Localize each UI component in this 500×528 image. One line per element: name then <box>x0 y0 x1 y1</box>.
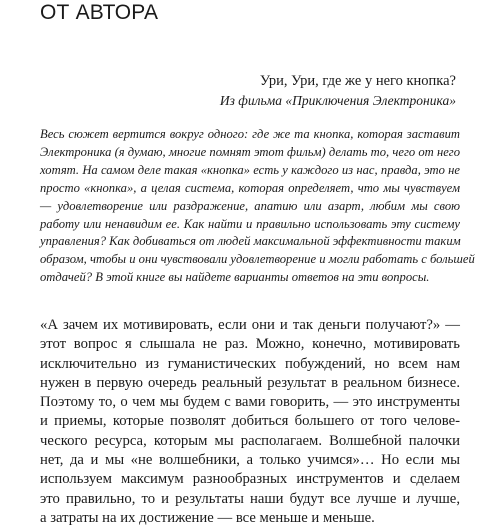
body-line: исключительно из гуманистических побуждений, но всем нам <box>40 355 460 372</box>
body-line: используем максимум разнообразных инструментов и сделаем <box>40 471 460 488</box>
epigraph-source: Из фильма «Приключения Электроника» <box>219 93 456 108</box>
body-paragraph <box>40 316 460 528</box>
body-line: «А зачем их мотивировать, если они и так деньги получают?» — <box>40 317 460 333</box>
body-line: это правильно, то и результаты наши будут все лучше и лучше, <box>40 490 460 507</box>
epigraph-quote: Ури, Ури, где же у него кнопка? <box>259 73 456 89</box>
intro-line: Весь сюжет вертится вокруг одного: где же та кнопка, которая заставит <box>40 127 460 141</box>
body-line: нет, да и мы «не волшебники, а только учимся»… Но если мы <box>40 452 460 469</box>
intro-line: управления? Как добиваться от людей максимальной эффективности таким <box>40 234 461 249</box>
body-line: ческого ресурса, которым мы располагаем. Волшебной палочки <box>40 432 460 449</box>
body-line: этот вопрос я слышала не раз. Можно, конечно, мотивировать <box>40 336 460 353</box>
intro-line: работу или ненавидим ее. Как найти и правильно использовать эту систему <box>40 216 460 231</box>
body-line: нужен в первую очередь реальный результат в реальном бизнесе. <box>40 374 460 391</box>
intro-line: отдачей? В этой книге вы найдете варианты ответов на эти вопросы. <box>40 270 430 285</box>
epigraph <box>76 72 456 110</box>
intro-paragraph <box>40 126 475 287</box>
intro-line: образом, чтобы и они чувствовали удовлетворение и могли работать с большей <box>40 252 475 267</box>
intro-line: — удовлетворение или раздражение, апатию или азарт, любим мы свою <box>40 198 460 213</box>
body-line: Поэтому то, о чем мы будем с вами говорить, — это инструменты <box>40 394 460 411</box>
intro-line: Электроника (я думаю, многие помнят этот фильм) делать то, чего от него <box>40 144 460 159</box>
body-line: и приемы, которые позволят добиться большего от того челове- <box>40 413 460 430</box>
intro-line: хотят. На самом деле такая «кнопка» есть у каждого из нас, правда, это не <box>40 162 460 177</box>
intro-line: просто «кнопка», а целая система, которая определяет, что мы чувствуем <box>40 180 460 195</box>
section-heading: ОТ АВТОРА <box>40 1 159 24</box>
body-line: а затраты на их достижение — все меньше и меньше. <box>40 509 375 526</box>
